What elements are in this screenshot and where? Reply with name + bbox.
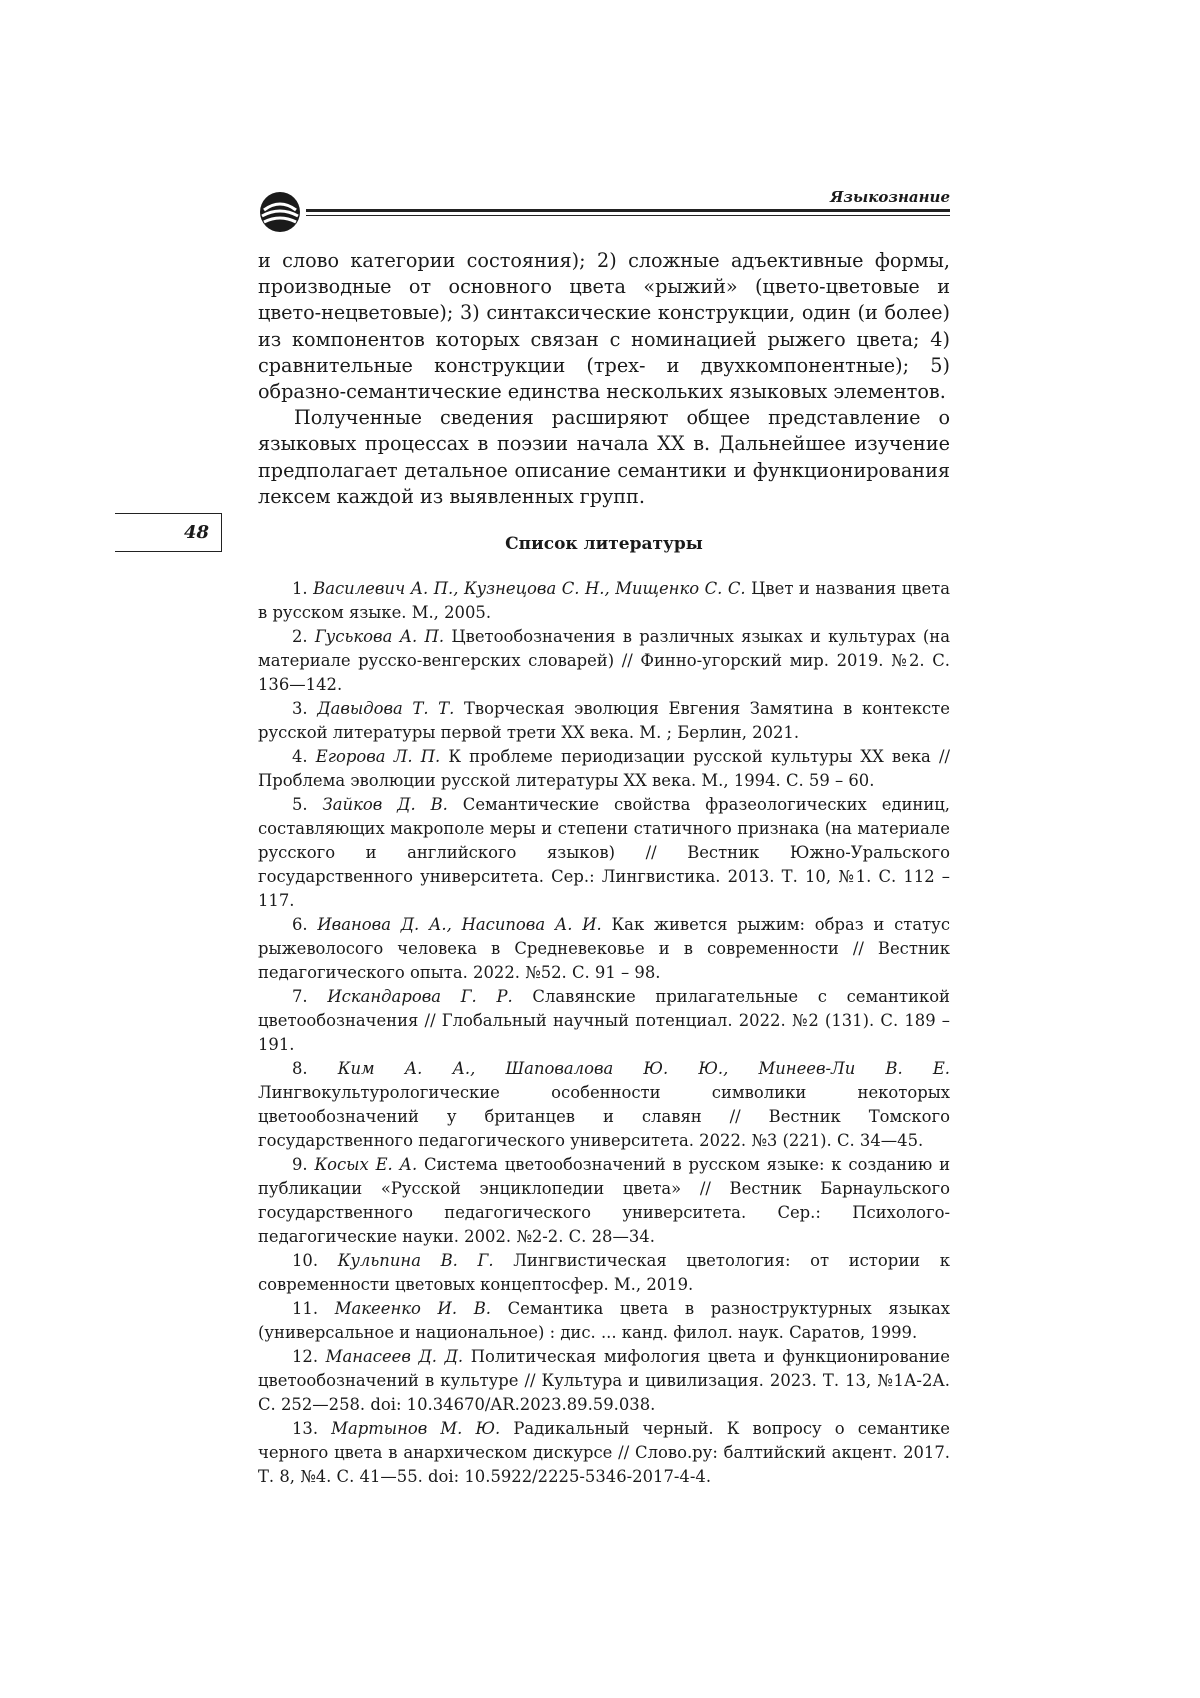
reference-number: 13.: [292, 1419, 319, 1438]
reference-item: [258, 1297, 950, 1345]
body-paragraph: Полученные сведения расширяют общее представление о языковых процессах в поэзии начала XX в. Дальнейшее изучение предполагает детальное описание семантики и функционирования лексем каждой из выявленных групп.: [258, 406, 950, 508]
reference-authors: Егорова Л. П.: [315, 747, 441, 766]
references-heading: Список литературы: [505, 534, 703, 554]
reference-item: [258, 625, 950, 697]
reference-text: Семантика цвета в разноструктурных языках (универсальное и национальное) : дис. ... канд. филол. наук. Саратов, 1999.: [258, 1299, 950, 1342]
reference-text: Цвет и названия цвета в русском языке. М., 2005.: [258, 579, 950, 622]
page-number: 48: [183, 522, 209, 543]
reference-text: Семантические свойства фразеологических единиц, составляющих макрополе меры и степени статичного признака (на материале русского и английского языков) // Вестник Южно-Уральского государственного университета. Сер.: Лингвистика. 2013. Т. 10, №1. С. 112 – 117.: [258, 795, 951, 910]
reference-item: [258, 1153, 950, 1249]
reference-number: 4.: [292, 747, 308, 766]
reference-authors: Кульпина В. Г.: [337, 1251, 494, 1270]
reference-authors: Иванова Д. А., Насипова А. И.: [317, 915, 602, 934]
running-header: Языкознание: [830, 188, 950, 206]
reference-item: [258, 745, 950, 793]
reference-text: Славянские прилагательные с семантикой цветообозначения // Глобальный научный потенциал. 2022. №2 (131). С. 189 – 191.: [258, 987, 950, 1054]
reference-number: 9.: [292, 1155, 308, 1174]
reference-number: 3.: [292, 699, 308, 718]
reference-item: [258, 577, 950, 625]
reference-text: Цветообозначения в различных языках и культурах (на материале русско-венгерских словарей) // Финно-угорский мир. 2019. №2. С. 136—142.: [258, 627, 950, 694]
reference-item: [258, 1345, 950, 1417]
reference-authors: Давыдова Т. Т.: [317, 699, 455, 718]
reference-number: 2.: [292, 627, 308, 646]
header-rule: [306, 209, 950, 216]
body-text: [258, 248, 950, 510]
reference-number: 10.: [292, 1251, 319, 1270]
reference-text: Лингвокультурологические особенности символики некоторых цветообозначений у британцев и славян // Вестник Томского государственного педагогического университета. 2022. №3 (221). С. 34—45.: [258, 1083, 950, 1150]
reference-authors: Гуськова А. П.: [314, 627, 445, 646]
reference-number: 12.: [292, 1347, 319, 1366]
reference-number: 1.: [292, 579, 308, 598]
journal-logo-icon: [258, 190, 302, 234]
reference-item: [258, 697, 950, 745]
reference-item: [258, 1417, 950, 1489]
reference-text: Радикальный черный. К вопросу о семантике черного цвета в анархическом дискурсе // Слово.ру: балтийский акцент. 2017. Т. 8, №4. С. 41—55. doi: 10.5922/2225-5346-2017-4-4.: [258, 1419, 951, 1486]
reference-authors: Макеенко И. В.: [334, 1299, 491, 1318]
reference-authors: Косых Е. А.: [314, 1155, 418, 1174]
reference-number: 8.: [292, 1059, 308, 1078]
reference-authors: Мартынов М. Ю.: [331, 1419, 501, 1438]
reference-authors: Искандарова Г. Р.: [327, 987, 513, 1006]
reference-item: [258, 1057, 950, 1153]
reference-number: 7.: [292, 987, 308, 1006]
reference-item: [258, 793, 950, 913]
reference-number: 11.: [292, 1299, 319, 1318]
reference-text: Творческая эволюция Евгения Замятина в контексте русской литературы первой трети XX века. М. ; Берлин, 2021.: [258, 699, 951, 742]
reference-text: Как живется рыжим: образ и статус рыжеволосого человека в Средневековье и в современности // Вестник педагогического опыта. 2022. №52. С. 91 – 98.: [258, 915, 951, 982]
reference-text: Система цветообозначений в русском языке: к созданию и публикации «Русской энциклопедии цвета» // Вестник Барнаульского государственного педагогического университета. Сер.: Психолого-педагогические науки. 2002. №2-2. С. 28—34.: [258, 1155, 951, 1246]
reference-number: 6.: [292, 915, 308, 934]
reference-item: [258, 913, 950, 985]
reference-authors: Ким А. А., Шаповалова Ю. Ю., Минеев-Ли В. Е.: [337, 1059, 950, 1078]
reference-number: 5.: [292, 795, 308, 814]
reference-authors: Василевич А. П., Кузнецова С. Н., Мищенко С. С.: [313, 579, 746, 598]
reference-item: [258, 1249, 950, 1297]
reference-text: К проблеме периодизации русской культуры XX века // Проблема эволюции русской литературы XX века. М., 1994. С. 59 – 60.: [258, 747, 950, 790]
body-paragraph: и слово категории состояния); 2) сложные адъективные формы, производные от основного цвета «рыжий» (цвето-цветовые и цвето-нецветовые); 3) синтаксические конструкции, один (и более) из компонентов которых связан с номинацией рыжего цвета; 4) сравнительные конструкции (трех- и двухкомпонентные); 5) образно-семантические единства нескольких языковых элементов.: [258, 249, 950, 404]
reference-text: Лингвистическая цветология: от истории к современности цветовых концептосфер. М., 2019.: [258, 1251, 950, 1294]
page-number-box: [115, 513, 222, 552]
reference-authors: Зайков Д. В.: [322, 795, 448, 814]
reference-item: [258, 985, 950, 1057]
reference-authors: Манасеев Д. Д.: [325, 1347, 464, 1366]
references-list: [258, 577, 950, 1489]
reference-text: Политическая мифология цвета и функционирование цветообозначений в культуре // Культура и цивилизация. 2023. Т. 13, №1А-2А. С. 252—258. doi: 10.34670/AR.2023.89.59.038.: [258, 1347, 950, 1414]
